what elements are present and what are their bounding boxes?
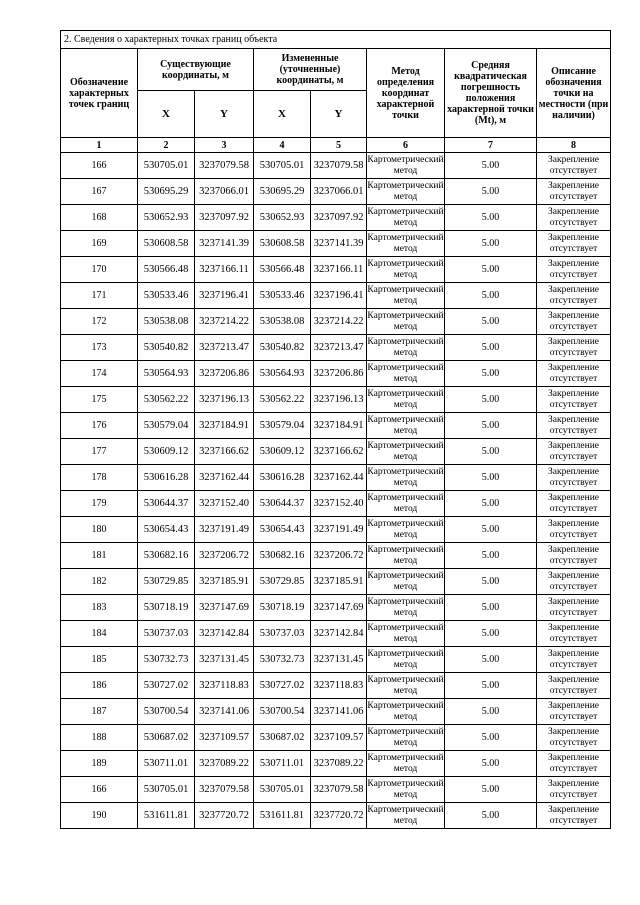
method-cell: Картометрический метод [367, 777, 445, 803]
error-cell: 5.00 [445, 673, 537, 699]
method-cell: Картометрический метод [367, 595, 445, 621]
existing-y-cell: 3237097.92 [195, 205, 254, 231]
changed-y-cell: 3237097.92 [311, 205, 367, 231]
existing-y-cell: 3237089.22 [195, 751, 254, 777]
header-error: Средняя квадратическая погрешность положения характерной точки (Mt), м [445, 49, 537, 138]
changed-y-cell: 3237147.69 [311, 595, 367, 621]
point-number-cell: 181 [61, 543, 138, 569]
table-row [61, 439, 611, 465]
table-row [61, 647, 611, 673]
method-cell: Картометрический метод [367, 257, 445, 283]
error-cell: 5.00 [445, 257, 537, 283]
changed-x-cell: 530652.93 [254, 205, 311, 231]
changed-x-cell: 530644.37 [254, 491, 311, 517]
existing-y-cell: 3237185.91 [195, 569, 254, 595]
table-caption: 2. Сведения о характерных точках границ объекта [61, 31, 611, 49]
error-cell: 5.00 [445, 647, 537, 673]
error-cell: 5.00 [445, 283, 537, 309]
error-cell: 5.00 [445, 751, 537, 777]
method-cell: Картометрический метод [367, 413, 445, 439]
point-number-cell: 178 [61, 465, 138, 491]
error-cell: 5.00 [445, 179, 537, 205]
existing-x-cell: 530654.43 [138, 517, 195, 543]
column-number: 6 [367, 138, 445, 153]
point-number-cell: 171 [61, 283, 138, 309]
point-number-cell: 166 [61, 153, 138, 179]
description-cell: Закрепление отсутствует [537, 413, 611, 439]
changed-y-cell: 3237196.41 [311, 283, 367, 309]
error-cell: 5.00 [445, 413, 537, 439]
table-row [61, 569, 611, 595]
method-cell: Картометрический метод [367, 517, 445, 543]
point-number-cell: 172 [61, 309, 138, 335]
existing-x-cell: 530718.19 [138, 595, 195, 621]
point-number-cell: 189 [61, 751, 138, 777]
header-changed-x: X [254, 91, 311, 138]
existing-y-cell: 3237166.11 [195, 257, 254, 283]
changed-x-cell: 530705.01 [254, 153, 311, 179]
point-number-cell: 183 [61, 595, 138, 621]
table-row [61, 751, 611, 777]
existing-y-cell: 3237079.58 [195, 777, 254, 803]
point-number-cell: 175 [61, 387, 138, 413]
description-cell: Закрепление отсутствует [537, 335, 611, 361]
column-number: 5 [311, 138, 367, 153]
error-cell: 5.00 [445, 569, 537, 595]
point-number-cell: 180 [61, 517, 138, 543]
point-number-cell: 168 [61, 205, 138, 231]
description-cell: Закрепление отсутствует [537, 621, 611, 647]
changed-y-cell: 3237089.22 [311, 751, 367, 777]
changed-y-cell: 3237206.86 [311, 361, 367, 387]
changed-y-cell: 3237720.72 [311, 803, 367, 829]
existing-x-cell: 530538.08 [138, 309, 195, 335]
error-cell: 5.00 [445, 491, 537, 517]
header-point: Обозначение характерных точек границ [61, 49, 138, 138]
error-cell: 5.00 [445, 205, 537, 231]
column-number-row [61, 138, 611, 153]
description-cell: Закрепление отсутствует [537, 699, 611, 725]
error-cell: 5.00 [445, 777, 537, 803]
changed-y-cell: 3237079.58 [311, 153, 367, 179]
existing-x-cell: 530566.48 [138, 257, 195, 283]
existing-y-cell: 3237191.49 [195, 517, 254, 543]
point-number-cell: 188 [61, 725, 138, 751]
table-row [61, 283, 611, 309]
description-cell: Закрепление отсутствует [537, 647, 611, 673]
header-existing-x: X [138, 91, 195, 138]
table-row [61, 309, 611, 335]
existing-x-cell: 530564.93 [138, 361, 195, 387]
existing-y-cell: 3237166.62 [195, 439, 254, 465]
table-body [61, 153, 611, 829]
existing-y-cell: 3237213.47 [195, 335, 254, 361]
existing-x-cell: 530579.04 [138, 413, 195, 439]
description-cell: Закрепление отсутствует [537, 153, 611, 179]
changed-y-cell: 3237214.22 [311, 309, 367, 335]
changed-y-cell: 3237185.91 [311, 569, 367, 595]
changed-x-cell: 530654.43 [254, 517, 311, 543]
point-number-cell: 190 [61, 803, 138, 829]
existing-y-cell: 3237141.39 [195, 231, 254, 257]
column-number: 7 [445, 138, 537, 153]
method-cell: Картометрический метод [367, 465, 445, 491]
changed-x-cell: 530732.73 [254, 647, 311, 673]
method-cell: Картометрический метод [367, 725, 445, 751]
description-cell: Закрепление отсутствует [537, 231, 611, 257]
method-cell: Картометрический метод [367, 387, 445, 413]
error-cell: 5.00 [445, 725, 537, 751]
existing-x-cell: 530700.54 [138, 699, 195, 725]
existing-x-cell: 530687.02 [138, 725, 195, 751]
changed-x-cell: 530718.19 [254, 595, 311, 621]
changed-y-cell: 3237191.49 [311, 517, 367, 543]
method-cell: Картометрический метод [367, 673, 445, 699]
method-cell: Картометрический метод [367, 361, 445, 387]
existing-y-cell: 3237196.13 [195, 387, 254, 413]
error-cell: 5.00 [445, 387, 537, 413]
existing-x-cell: 530609.12 [138, 439, 195, 465]
changed-x-cell: 530700.54 [254, 699, 311, 725]
existing-y-cell: 3237184.91 [195, 413, 254, 439]
description-cell: Закрепление отсутствует [537, 179, 611, 205]
error-cell: 5.00 [445, 621, 537, 647]
boundary-points-table [60, 30, 611, 829]
point-number-cell: 170 [61, 257, 138, 283]
existing-y-cell: 3237066.01 [195, 179, 254, 205]
existing-y-cell: 3237206.86 [195, 361, 254, 387]
changed-x-cell: 530687.02 [254, 725, 311, 751]
header-existing-coords: Существующие координаты, м [138, 49, 254, 91]
existing-y-cell: 3237131.45 [195, 647, 254, 673]
table-row [61, 517, 611, 543]
description-cell: Закрепление отсутствует [537, 309, 611, 335]
changed-x-cell: 530616.28 [254, 465, 311, 491]
changed-y-cell: 3237166.62 [311, 439, 367, 465]
existing-x-cell: 530711.01 [138, 751, 195, 777]
existing-y-cell: 3237141.06 [195, 699, 254, 725]
changed-y-cell: 3237109.57 [311, 725, 367, 751]
description-cell: Закрепление отсутствует [537, 205, 611, 231]
changed-y-cell: 3237213.47 [311, 335, 367, 361]
point-number-cell: 169 [61, 231, 138, 257]
error-cell: 5.00 [445, 517, 537, 543]
header-method: Метод определения координат характерной точки [367, 49, 445, 138]
column-number: 2 [138, 138, 195, 153]
method-cell: Картометрический метод [367, 205, 445, 231]
header-description: Описание обозначения точки на местности (при наличии) [537, 49, 611, 138]
description-cell: Закрепление отсутствует [537, 439, 611, 465]
existing-x-cell: 530737.03 [138, 621, 195, 647]
changed-y-cell: 3237184.91 [311, 413, 367, 439]
table-row [61, 387, 611, 413]
method-cell: Картометрический метод [367, 231, 445, 257]
header-existing-y: Y [195, 91, 254, 138]
description-cell: Закрепление отсутствует [537, 777, 611, 803]
point-number-cell: 166 [61, 777, 138, 803]
table-row [61, 803, 611, 829]
existing-y-cell: 3237162.44 [195, 465, 254, 491]
changed-x-cell: 530533.46 [254, 283, 311, 309]
error-cell: 5.00 [445, 595, 537, 621]
method-cell: Картометрический метод [367, 543, 445, 569]
existing-y-cell: 3237196.41 [195, 283, 254, 309]
existing-x-cell: 530540.82 [138, 335, 195, 361]
table-row [61, 543, 611, 569]
table-row [61, 413, 611, 439]
point-number-cell: 185 [61, 647, 138, 673]
error-cell: 5.00 [445, 803, 537, 829]
existing-x-cell: 530732.73 [138, 647, 195, 673]
table-row [61, 179, 611, 205]
table-row [61, 491, 611, 517]
changed-x-cell: 530538.08 [254, 309, 311, 335]
existing-x-cell: 530652.93 [138, 205, 195, 231]
column-number: 4 [254, 138, 311, 153]
table-row [61, 465, 611, 491]
table-row [61, 205, 611, 231]
point-number-cell: 176 [61, 413, 138, 439]
existing-x-cell: 530705.01 [138, 777, 195, 803]
column-number: 1 [61, 138, 138, 153]
changed-y-cell: 3237196.13 [311, 387, 367, 413]
existing-y-cell: 3237118.83 [195, 673, 254, 699]
error-cell: 5.00 [445, 361, 537, 387]
method-cell: Картометрический метод [367, 309, 445, 335]
point-number-cell: 167 [61, 179, 138, 205]
existing-x-cell: 530533.46 [138, 283, 195, 309]
existing-x-cell: 530705.01 [138, 153, 195, 179]
table-row [61, 673, 611, 699]
table-row [61, 595, 611, 621]
method-cell: Картометрический метод [367, 569, 445, 595]
changed-x-cell: 530727.02 [254, 673, 311, 699]
header-changed-y: Y [311, 91, 367, 138]
existing-y-cell: 3237109.57 [195, 725, 254, 751]
description-cell: Закрепление отсутствует [537, 595, 611, 621]
existing-x-cell: 530682.16 [138, 543, 195, 569]
description-cell: Закрепление отсутствует [537, 361, 611, 387]
existing-y-cell: 3237152.40 [195, 491, 254, 517]
point-number-cell: 174 [61, 361, 138, 387]
existing-y-cell: 3237720.72 [195, 803, 254, 829]
existing-x-cell: 530616.28 [138, 465, 195, 491]
method-cell: Картометрический метод [367, 751, 445, 777]
point-number-cell: 187 [61, 699, 138, 725]
existing-y-cell: 3237206.72 [195, 543, 254, 569]
changed-x-cell: 530564.93 [254, 361, 311, 387]
description-cell: Закрепление отсутствует [537, 673, 611, 699]
changed-y-cell: 3237142.84 [311, 621, 367, 647]
table-row [61, 257, 611, 283]
header-changed-coords: Измененные (уточненные) координаты, м [254, 49, 367, 91]
changed-x-cell: 530729.85 [254, 569, 311, 595]
existing-x-cell: 530608.58 [138, 231, 195, 257]
existing-x-cell: 531611.81 [138, 803, 195, 829]
point-number-cell: 182 [61, 569, 138, 595]
error-cell: 5.00 [445, 309, 537, 335]
method-cell: Картометрический метод [367, 803, 445, 829]
table-row [61, 361, 611, 387]
table-row [61, 725, 611, 751]
changed-x-cell: 530566.48 [254, 257, 311, 283]
table-row [61, 153, 611, 179]
changed-y-cell: 3237141.06 [311, 699, 367, 725]
existing-x-cell: 530644.37 [138, 491, 195, 517]
error-cell: 5.00 [445, 153, 537, 179]
method-cell: Картометрический метод [367, 283, 445, 309]
changed-x-cell: 530737.03 [254, 621, 311, 647]
changed-y-cell: 3237131.45 [311, 647, 367, 673]
changed-y-cell: 3237079.58 [311, 777, 367, 803]
error-cell: 5.00 [445, 465, 537, 491]
changed-x-cell: 530609.12 [254, 439, 311, 465]
description-cell: Закрепление отсутствует [537, 465, 611, 491]
point-number-cell: 184 [61, 621, 138, 647]
existing-y-cell: 3237214.22 [195, 309, 254, 335]
changed-y-cell: 3237206.72 [311, 543, 367, 569]
description-cell: Закрепление отсутствует [537, 569, 611, 595]
point-number-cell: 177 [61, 439, 138, 465]
changed-y-cell: 3237118.83 [311, 673, 367, 699]
method-cell: Картометрический метод [367, 335, 445, 361]
changed-x-cell: 530608.58 [254, 231, 311, 257]
table-row [61, 699, 611, 725]
changed-x-cell: 531611.81 [254, 803, 311, 829]
existing-x-cell: 530695.29 [138, 179, 195, 205]
changed-y-cell: 3237152.40 [311, 491, 367, 517]
method-cell: Картометрический метод [367, 179, 445, 205]
error-cell: 5.00 [445, 335, 537, 361]
changed-x-cell: 530695.29 [254, 179, 311, 205]
description-cell: Закрепление отсутствует [537, 517, 611, 543]
table-row [61, 335, 611, 361]
changed-x-cell: 530705.01 [254, 777, 311, 803]
existing-x-cell: 530562.22 [138, 387, 195, 413]
changed-y-cell: 3237166.11 [311, 257, 367, 283]
changed-x-cell: 530682.16 [254, 543, 311, 569]
error-cell: 5.00 [445, 439, 537, 465]
point-number-cell: 173 [61, 335, 138, 361]
description-cell: Закрепление отсутствует [537, 803, 611, 829]
description-cell: Закрепление отсутствует [537, 543, 611, 569]
changed-y-cell: 3237141.39 [311, 231, 367, 257]
method-cell: Картометрический метод [367, 699, 445, 725]
changed-y-cell: 3237162.44 [311, 465, 367, 491]
method-cell: Картометрический метод [367, 439, 445, 465]
description-cell: Закрепление отсутствует [537, 257, 611, 283]
existing-y-cell: 3237142.84 [195, 621, 254, 647]
method-cell: Картометрический метод [367, 647, 445, 673]
method-cell: Картометрический метод [367, 153, 445, 179]
error-cell: 5.00 [445, 231, 537, 257]
description-cell: Закрепление отсутствует [537, 387, 611, 413]
changed-x-cell: 530540.82 [254, 335, 311, 361]
column-number: 8 [537, 138, 611, 153]
changed-x-cell: 530579.04 [254, 413, 311, 439]
method-cell: Картометрический метод [367, 491, 445, 517]
description-cell: Закрепление отсутствует [537, 725, 611, 751]
description-cell: Закрепление отсутствует [537, 751, 611, 777]
column-number: 3 [195, 138, 254, 153]
table-row [61, 621, 611, 647]
error-cell: 5.00 [445, 699, 537, 725]
point-number-cell: 186 [61, 673, 138, 699]
changed-x-cell: 530711.01 [254, 751, 311, 777]
error-cell: 5.00 [445, 543, 537, 569]
changed-y-cell: 3237066.01 [311, 179, 367, 205]
method-cell: Картометрический метод [367, 621, 445, 647]
table-row [61, 231, 611, 257]
point-number-cell: 179 [61, 491, 138, 517]
description-cell: Закрепление отсутствует [537, 491, 611, 517]
changed-x-cell: 530562.22 [254, 387, 311, 413]
existing-x-cell: 530729.85 [138, 569, 195, 595]
existing-y-cell: 3237147.69 [195, 595, 254, 621]
existing-y-cell: 3237079.58 [195, 153, 254, 179]
existing-x-cell: 530727.02 [138, 673, 195, 699]
table-row [61, 777, 611, 803]
description-cell: Закрепление отсутствует [537, 283, 611, 309]
